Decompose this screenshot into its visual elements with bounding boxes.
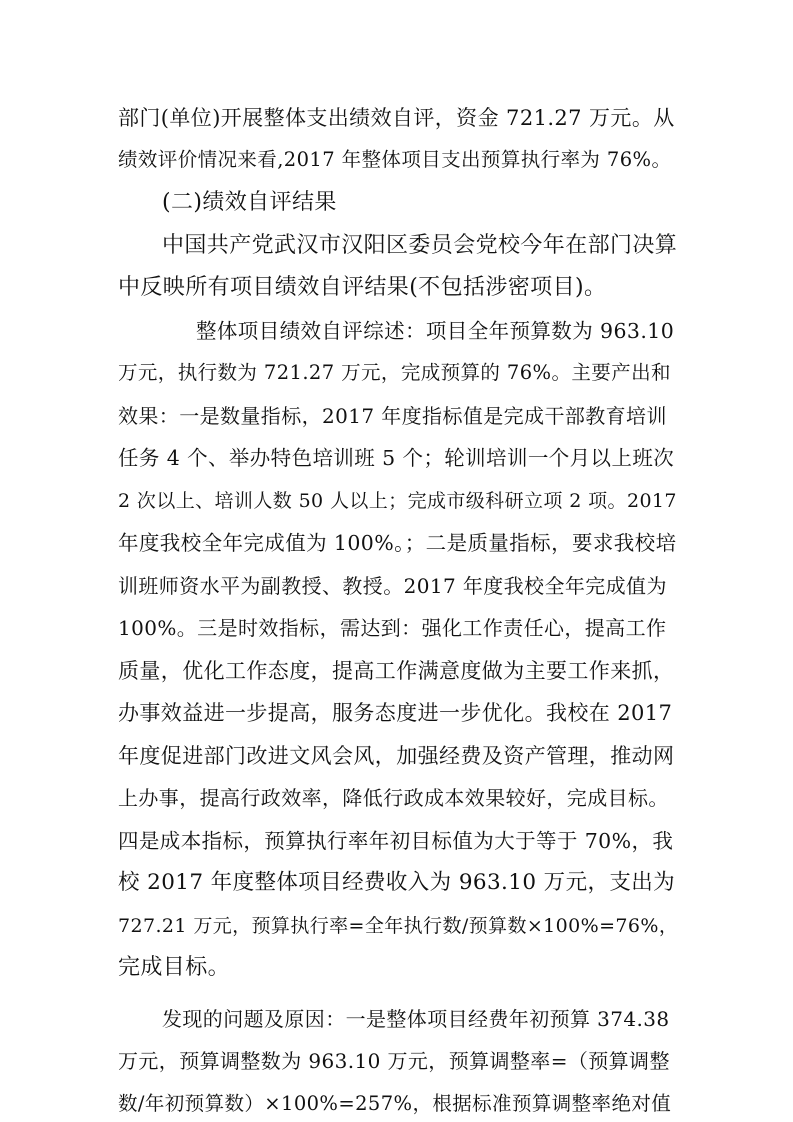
body-text-line: 绩效评价情况来看,2017 年整体项目支出预算执行率为 76%。: [118, 148, 672, 171]
body-text-line: 任务 4 个、举办特色培训班 5 个；轮训培训一个月以上班次: [118, 446, 675, 470]
body-text-line: 万元，执行数为 721.27 万元，完成预算的 76%。主要产出和: [118, 361, 671, 384]
body-text-line: 2 次以上、培训人数 50 人以上；完成市级科研立项 2 项。2017: [118, 490, 677, 512]
body-text-line: 年度我校全年完成值为 100%。；二是质量指标，要求我校培: [118, 531, 677, 555]
body-text-line: 部门(单位)开展整体支出绩效自评，资金 721.27 万元。从: [118, 106, 675, 130]
body-text-line: 年度促进部门改进文风会风，加强经费及资产管理，推动网: [118, 744, 675, 768]
body-text-line: 上办事，提高行政效率，降低行政成本效果较好，完成目标。: [118, 786, 669, 810]
body-text-line: 办事效益进一步提高，服务态度进一步优化。我校在 2017: [118, 701, 673, 725]
body-text-line: 校 2017 年度整体项目经费收入为 963.10 万元，支出为: [118, 870, 676, 895]
body-text-line: 完成目标。: [118, 955, 231, 980]
section-heading: (二)绩效自评结果: [162, 190, 337, 215]
body-text-line: 中国共产党武汉市汉阳区委员会党校今年在部门决算: [162, 233, 678, 258]
body-text-line: 万元，预算调整数为 963.10 万元，预算调整率=（预算调整: [118, 1049, 670, 1073]
body-text-line: 整体项目绩效自评综述：项目全年预算数为 963.10: [196, 319, 675, 343]
body-text-line: 数/年初预算数）×100%=257%，根据标准预算调整率绝对值: [118, 1092, 672, 1115]
body-text-line: 727.21 万元，预算执行率=全年执行数/预算数×100%=76%，: [118, 915, 679, 937]
body-text-line: 100%。三是时效指标，需达到：强化工作责任心，提高工作: [118, 616, 667, 640]
body-text-line: 质量，优化工作态度，提高工作满意度做为主要工作来抓，: [118, 659, 675, 683]
body-text-line: 效果：一是数量指标，2017 年度指标值是完成干部教育培训: [118, 404, 667, 428]
body-text-line: 训班师资水平为副教授、教授。2017 年度我校全年完成值为: [118, 574, 667, 598]
body-text-line: 四是成本指标，预算执行率年初目标值为大于等于 70%，我: [118, 829, 674, 853]
body-text-line: 中反映所有项目绩效自评结果(不包括涉密项目)。: [118, 275, 607, 300]
body-text-line: 发现的问题及原因：一是整体项目经费年初预算 374.38: [162, 1007, 670, 1031]
